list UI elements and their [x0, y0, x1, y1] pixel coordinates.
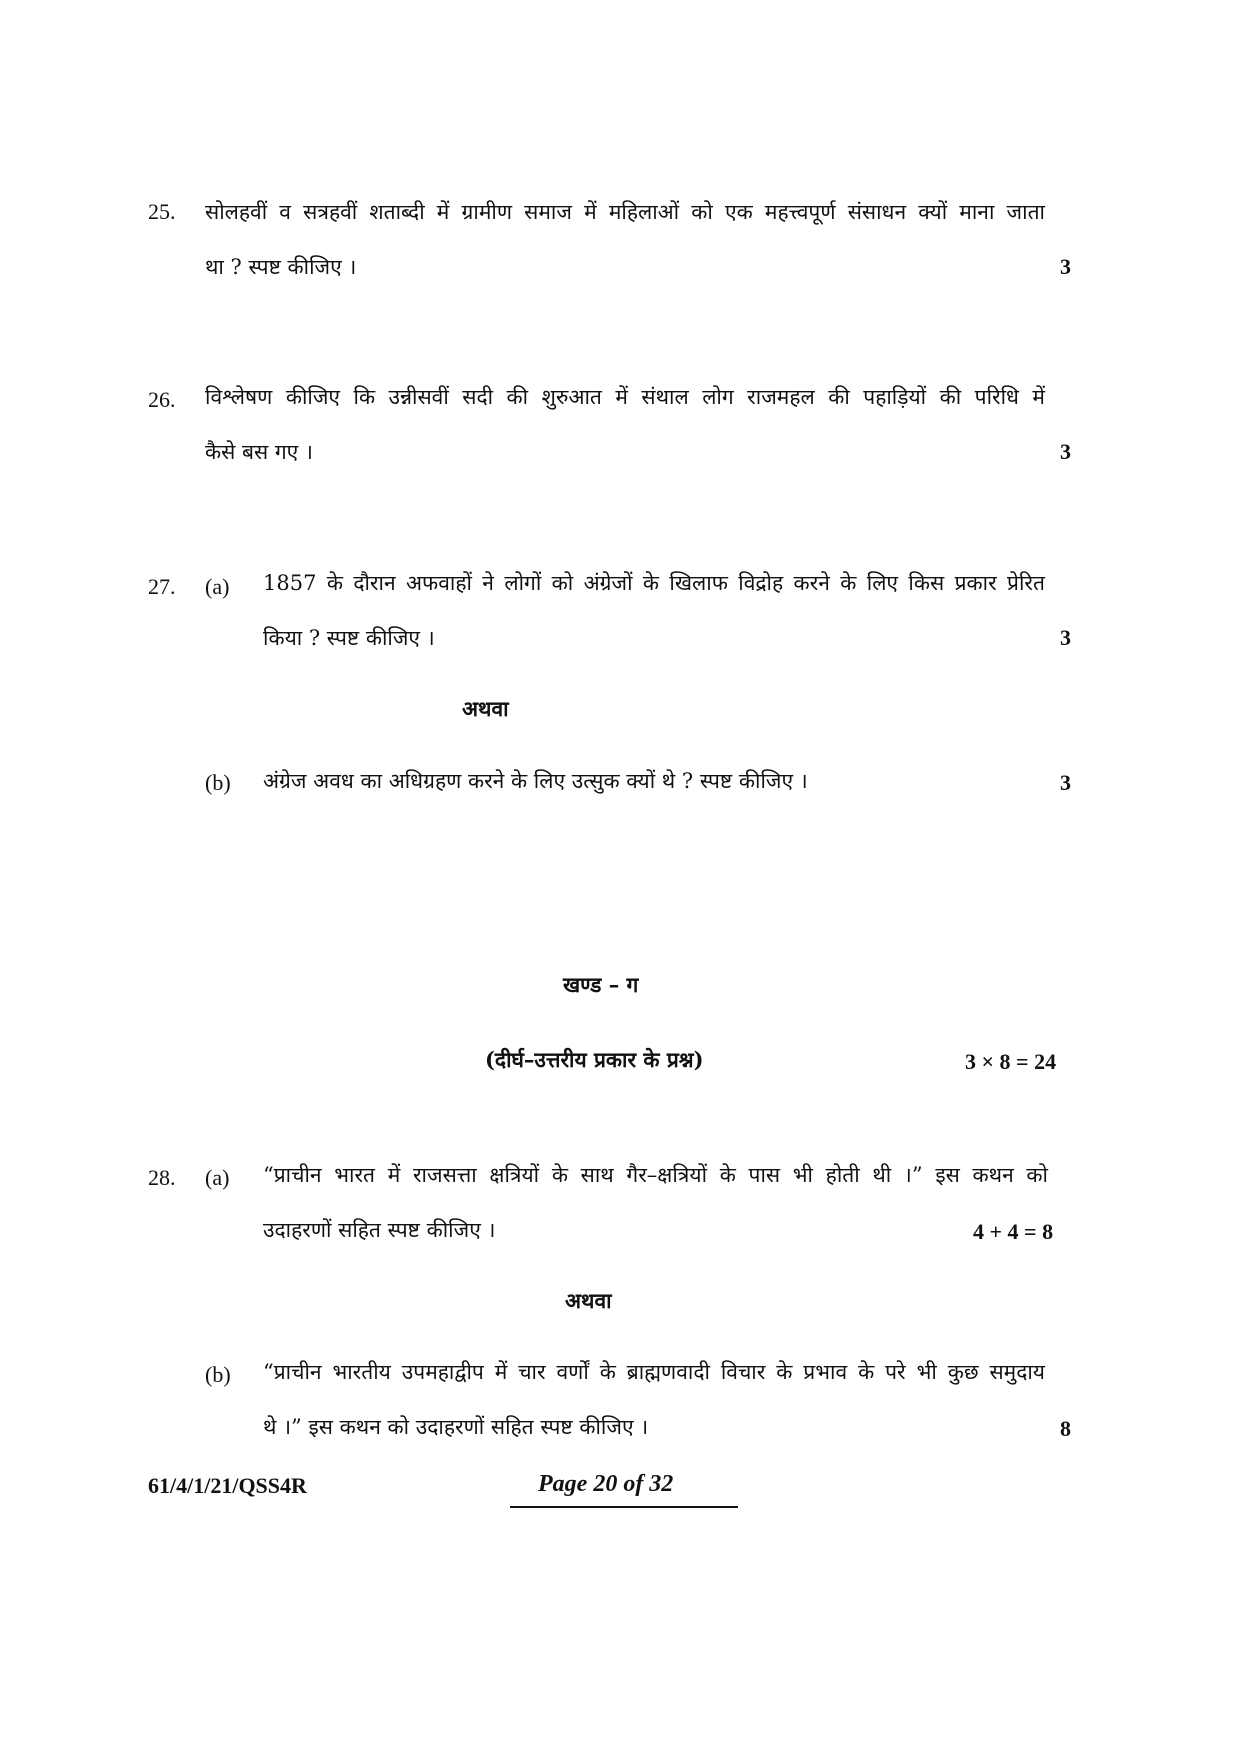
q27-or-label: अथवा [462, 696, 509, 721]
q27-number: 27. [148, 574, 176, 599]
q26-text-line2: कैसे बस गए । [205, 440, 313, 464]
q28b-text-line1: “प्राचीन भारतीय उपमहाद्वीप में चार वर्णों के ब्राह्मणवादी विचार के प्रभाव के परे भी कुछ समुदाय [263, 1360, 1045, 1384]
q27b-text-line1: अंग्रेज अवध का अधिग्रहण करने के लिए उत्सुक क्यों थे ? स्पष्ट कीजिए । [263, 769, 808, 793]
q25-marks: 3 [1060, 254, 1071, 279]
q27a-text-line1: 1857 के दौरान अफवाहों ने लोगों को अंग्रेजों के खिलाफ विद्रोह करने के लिए किस प्रकार प्रेरित [263, 571, 1045, 595]
q26-number: 26. [148, 387, 176, 412]
q25-text-line2: था ? स्पष्ट कीजिए । [205, 255, 357, 279]
q28a-marks: 4 + 4 = 8 [973, 1219, 1054, 1244]
q28b-marks: 8 [1060, 1416, 1071, 1441]
q28b-label: (b) [205, 1362, 231, 1387]
question-paper-code: 61/4/1/21/QSS4R [148, 1473, 307, 1498]
q27b-label: (b) [205, 770, 231, 795]
section-title: खण्ड – ग [563, 972, 639, 997]
q27a-marks: 3 [1060, 625, 1071, 650]
section-subtitle: (दीर्घ–उत्तरीय प्रकार के प्रश्न) [485, 1047, 704, 1072]
q26-marks: 3 [1060, 439, 1071, 464]
q28a-label: (a) [205, 1165, 230, 1190]
q27a-text-line2: किया ? स्पष्ट कीजिए । [263, 626, 435, 650]
q28-number: 28. [148, 1165, 176, 1190]
q28a-text-line1: “प्राचीन भारत में राजसत्ता क्षत्रियों के साथ गैर–क्षत्रियों के पास भी होती थी ।” इस कथन को [263, 1163, 1048, 1187]
section-marks: 3 × 8 = 24 [965, 1049, 1057, 1074]
q28a-text-line2: उदाहरणों सहित स्पष्ट कीजिए । [263, 1218, 496, 1242]
q27a-label: (a) [205, 574, 230, 599]
q25-number: 25. [148, 199, 176, 224]
q27b-marks: 3 [1060, 770, 1071, 795]
q28-or-label: अथवा [565, 1288, 612, 1313]
q28b-text-line2: थे ।” इस कथन को उदाहरणों सहित स्पष्ट कीजिए । [263, 1415, 649, 1439]
page-number-underline [510, 1506, 738, 1508]
q26-text-line1: विश्लेषण कीजिए कि उन्नीसवीं सदी की शुरुआत में संथाल लोग राजमहल की पहाड़ियों की परिधि में [205, 385, 1045, 409]
page-number: Page 20 of 32 [538, 1471, 674, 1497]
q25-text-line1: सोलहवीं व सत्रहवीं शताब्दी में ग्रामीण समाज में महिलाओं को एक महत्त्वपूर्ण संसाधन क्यों माना जाता [205, 200, 1045, 224]
